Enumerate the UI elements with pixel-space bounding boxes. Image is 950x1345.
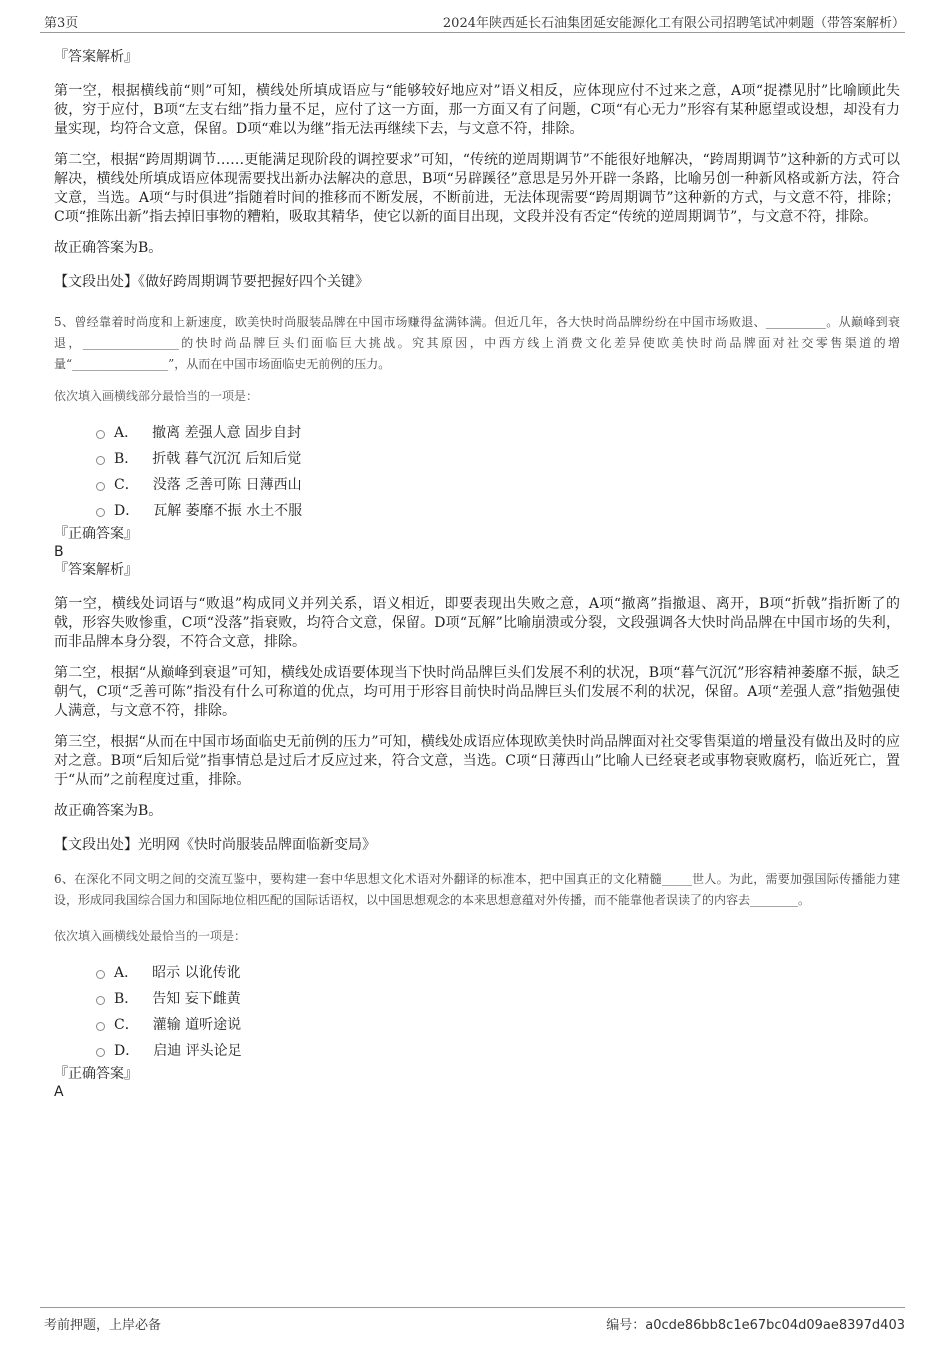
page-footer — [40, 1307, 905, 1333]
option-letter: B． — [114, 451, 139, 467]
option-letter: B． — [114, 991, 139, 1007]
document-title: 2024年陕西延长石油集团延安能源化工有限公司招聘笔试冲刺题（带答案解析） — [442, 16, 905, 31]
q5-analysis-label: 『答案解析』 — [54, 562, 138, 578]
q5-analysis-p2: 第二空，根据“从巅峰到衰退”可知，横线处成语要体现当下快时尚品牌巨头们发展不利的状况，B项“暮气沉沉”形容精神萎靡不振，缺乏朝气，C项“乏善可陈”指没有什么可称道的优点，均可用于形容目前快时尚品牌巨头们发展不利的状况，保留。A项“差强人意”指勉强使人满意，与文意不符，排除。 — [54, 665, 900, 719]
page-content — [54, 44, 900, 1101]
q5-analysis-p1: 第一空，横线处词语与“败退”构成同义并列关系，语义相近，即要表现出失败之意，A项“撤离”指撤退、离开，B项“折戟”指折断了的戟，形容失败惨重，C项“没落”指衰败，均符合文意，保留。D项“瓦解”比喻崩溃或分裂，文段强调各大快时尚品牌在中国市场的失利，而非品牌本身分裂，不符合文意，排除。 — [54, 596, 900, 650]
option-letter: C． — [114, 477, 139, 493]
q6-question-text: 6、在深化不同文明之间的交流互鉴中，要构建一套中华思想文化术语对外翻译的标准本，把中国真正的文化精髓_____世人。为此，需要加强国际传播能力建设，形成同我国综合国力和国际地位相匹配的国际话语权，以中国思想观念的本来思想意蕴对外传播，而不能靠他者误读了的内容去________。 — [54, 872, 900, 907]
q6-option-d[interactable] — [96, 1037, 900, 1063]
q5-analysis-p3: 第三空，根据“从而在中国市场面临史无前例的压力”可知，横线处成语应体现欧美快时尚品牌面对社交零售渠道的增量没有做出及时的应对之意。B项“后知后觉”指事情总是过后才反应过来，符合文意，当选。C项“日薄西山”比喻人已经衰老或事物衰败腐朽，临近死亡，置于“从而”之前程度过重，排除。 — [54, 734, 900, 788]
option-text: 瓦解 萎靡不振 水土不服 — [153, 503, 303, 519]
option-text: 灌输 道听途说 — [152, 1017, 242, 1033]
q5-instruction: 依次填入画横线部分最恰当的一项是： — [54, 389, 259, 403]
q5-conclusion: 故正确答案为B。 — [54, 803, 163, 819]
option-letter: D． — [114, 503, 140, 519]
q5-correct-value: B — [54, 544, 64, 560]
option-text: 启迪 评头论足 — [153, 1043, 242, 1059]
q6-instruction: 依次填入画横线处最恰当的一项是： — [54, 929, 247, 943]
q4-conclusion: 故正确答案为B。 — [54, 240, 163, 256]
q5-correct-label: 『正确答案』 — [54, 526, 138, 542]
q4-analysis-label: 『答案解析』 — [54, 49, 138, 65]
q6-options — [54, 959, 900, 1063]
page-header — [40, 12, 905, 33]
footer-slogan: 考前押题，上岸必备 — [44, 1318, 162, 1333]
radio-icon[interactable] — [96, 430, 105, 439]
radio-icon[interactable] — [96, 1022, 105, 1031]
q6-option-a[interactable] — [96, 959, 900, 985]
q6-correct-value: A — [54, 1084, 64, 1100]
radio-icon[interactable] — [96, 482, 105, 491]
page-number: 第3页 — [44, 16, 79, 31]
option-text: 告知 妄下雌黄 — [152, 991, 241, 1007]
radio-icon[interactable] — [96, 1048, 105, 1057]
option-letter: C． — [114, 1017, 139, 1033]
q6-correct-label: 『正确答案』 — [54, 1066, 138, 1082]
q5-options — [54, 419, 900, 523]
code-label: 编号： — [606, 1318, 646, 1333]
q5-option-b[interactable] — [96, 445, 900, 471]
radio-icon[interactable] — [96, 996, 105, 1005]
q6-option-b[interactable] — [96, 985, 900, 1011]
q4-analysis-p2: 第二空，根据“跨周期调节……更能满足现阶段的调控要求”可知，“传统的逆周期调节”不能很好地解决，“跨周期调节”这种新的方式可以解决，横线处所填成语应体现需要找出新办法解决的意思，B项“另辟蹊径”意思是另外开辟一条路，比喻另创一种新风格或新方法，符合文意，当选。A项“与时俱进”指随着时间的推移而不断发展，不断前进，无法体现需要“跨周期调节”这种新的方式，与文意不符，排除；C项“推陈出新”指去掉旧事物的糟粕，吸取其精华，使它以新的面目出现，文段并没有否定“传统的逆周期调节”，与文意不符，排除。 — [54, 152, 900, 225]
option-letter: A． — [114, 965, 139, 981]
option-text: 撤离 差强人意 固步自封 — [152, 425, 302, 441]
q6-option-c[interactable] — [96, 1011, 900, 1037]
radio-icon[interactable] — [96, 456, 105, 465]
footer-code — [606, 1314, 905, 1333]
option-text: 折戟 暮气沉沉 后知后觉 — [152, 451, 302, 467]
option-text: 没落 乏善可陈 日薄西山 — [152, 477, 302, 493]
radio-icon[interactable] — [96, 970, 105, 979]
q5-option-a[interactable] — [96, 419, 900, 445]
radio-icon[interactable] — [96, 508, 105, 517]
q5-option-d[interactable] — [96, 497, 900, 523]
q4-analysis-p1: 第一空，根据横线前“则”可知，横线处所填成语应与“能够较好地应对”语义相反，应体现应付不过来之意，A项“捉襟见肘”比喻顾此失彼，穷于应付，B项“左支右绌”指力量不足，应付了这一方面，那一方面又有了问题，C项“有心无力”形容有某种愿望或设想，却没有力量实现，均符合文意，保留。D项“难以为继”指无法再继续下去，与文意不符，排除。 — [54, 83, 900, 137]
q5-source: 【文段出处】光明网《快时尚服装品牌面临新变局》 — [54, 837, 376, 853]
q5-question-text: 5、曾经靠着时尚度和上新速度，欧美快时尚服装品牌在中国市场赚得盆满钵满。但近几年，各大快时尚品牌纷纷在中国市场败退、__________。从巅峰到衰退，________________的快时尚品牌巨头们面临巨大挑战。究其原因，中西方线上消费文化差异使欧美快时尚品牌面对社交零售渠道的增量“________________”，从而在中国市场面临史无前例的压力。 — [54, 315, 900, 371]
option-letter: A． — [114, 425, 139, 441]
option-text: 昭示 以讹传讹 — [152, 965, 241, 981]
code-value: a0cde86bb8c1e67bc04d09ae8397d403 — [645, 1318, 905, 1333]
q5-option-c[interactable] — [96, 471, 900, 497]
q4-source: 【文段出处】《做好跨周期调节要把握好四个关键》 — [54, 274, 369, 290]
option-letter: D． — [114, 1043, 140, 1059]
